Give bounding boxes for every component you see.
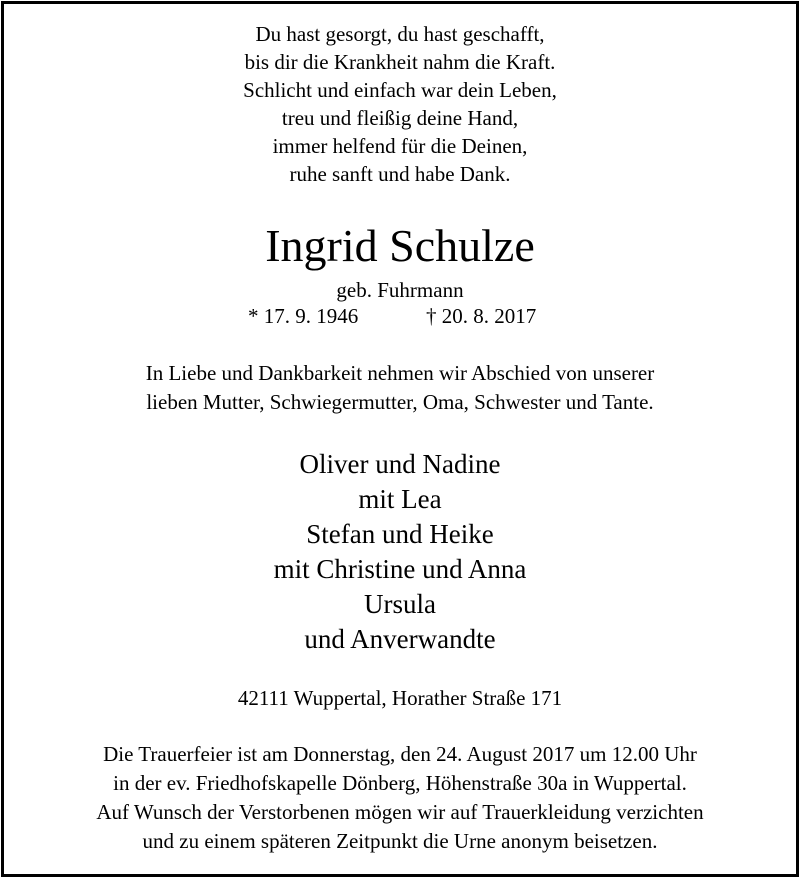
maiden-name: geb. Fuhrmann — [336, 278, 464, 302]
mourner-line: und Anverwandte — [304, 624, 496, 654]
mourner-line: mit Lea — [358, 484, 442, 514]
farewell-line: lieben Mutter, Schwiegermutter, Oma, Schwester und Tante. — [146, 390, 654, 414]
ceremony-line: Die Trauerfeier ist am Donnerstag, den 24. August 2017 um 12.00 Uhr — [103, 742, 697, 766]
poem-line: ruhe sanft und habe Dank. — [289, 162, 511, 186]
poem-line: bis dir die Krankheit nahm die Kraft. — [244, 50, 556, 74]
mourner-line: Oliver und Nadine — [299, 449, 501, 479]
mourner-line: mit Christine und Anna — [273, 554, 527, 584]
poem-line: immer helfend für die Deinen, — [272, 134, 528, 158]
ceremony-line: Auf Wunsch der Verstorbenen mögen wir auf Trauerkleidung verzichten — [96, 800, 704, 824]
mourner-line: Stefan und Heike — [306, 519, 494, 549]
mourner-line: Ursula — [364, 589, 436, 619]
poem-line: treu und fleißig deine Hand, — [281, 106, 519, 130]
life-dates — [4, 304, 796, 330]
farewell-line: In Liebe und Dankbarkeit nehmen wir Abschied von unserer — [145, 361, 655, 385]
deceased-name: Ingrid Schulze — [265, 220, 535, 271]
address: 42111 Wuppertal, Horather Straße 171 — [237, 686, 563, 710]
birth-date: * 17. 9. 1946 — [248, 304, 359, 328]
poem-line: Schlicht und einfach war dein Leben, — [243, 78, 557, 102]
death-date: † 20. 8. 2017 — [426, 304, 537, 328]
poem-line: Du hast gesorgt, du hast geschafft, — [255, 22, 545, 46]
ceremony-line: und zu einem späteren Zeitpunkt die Urne anonym beisetzen. — [142, 829, 658, 853]
obituary-notice — [1, 1, 799, 877]
ceremony-line: in der ev. Friedhofskapelle Dönberg, Höhenstraße 30a in Wuppertal. — [113, 771, 687, 795]
